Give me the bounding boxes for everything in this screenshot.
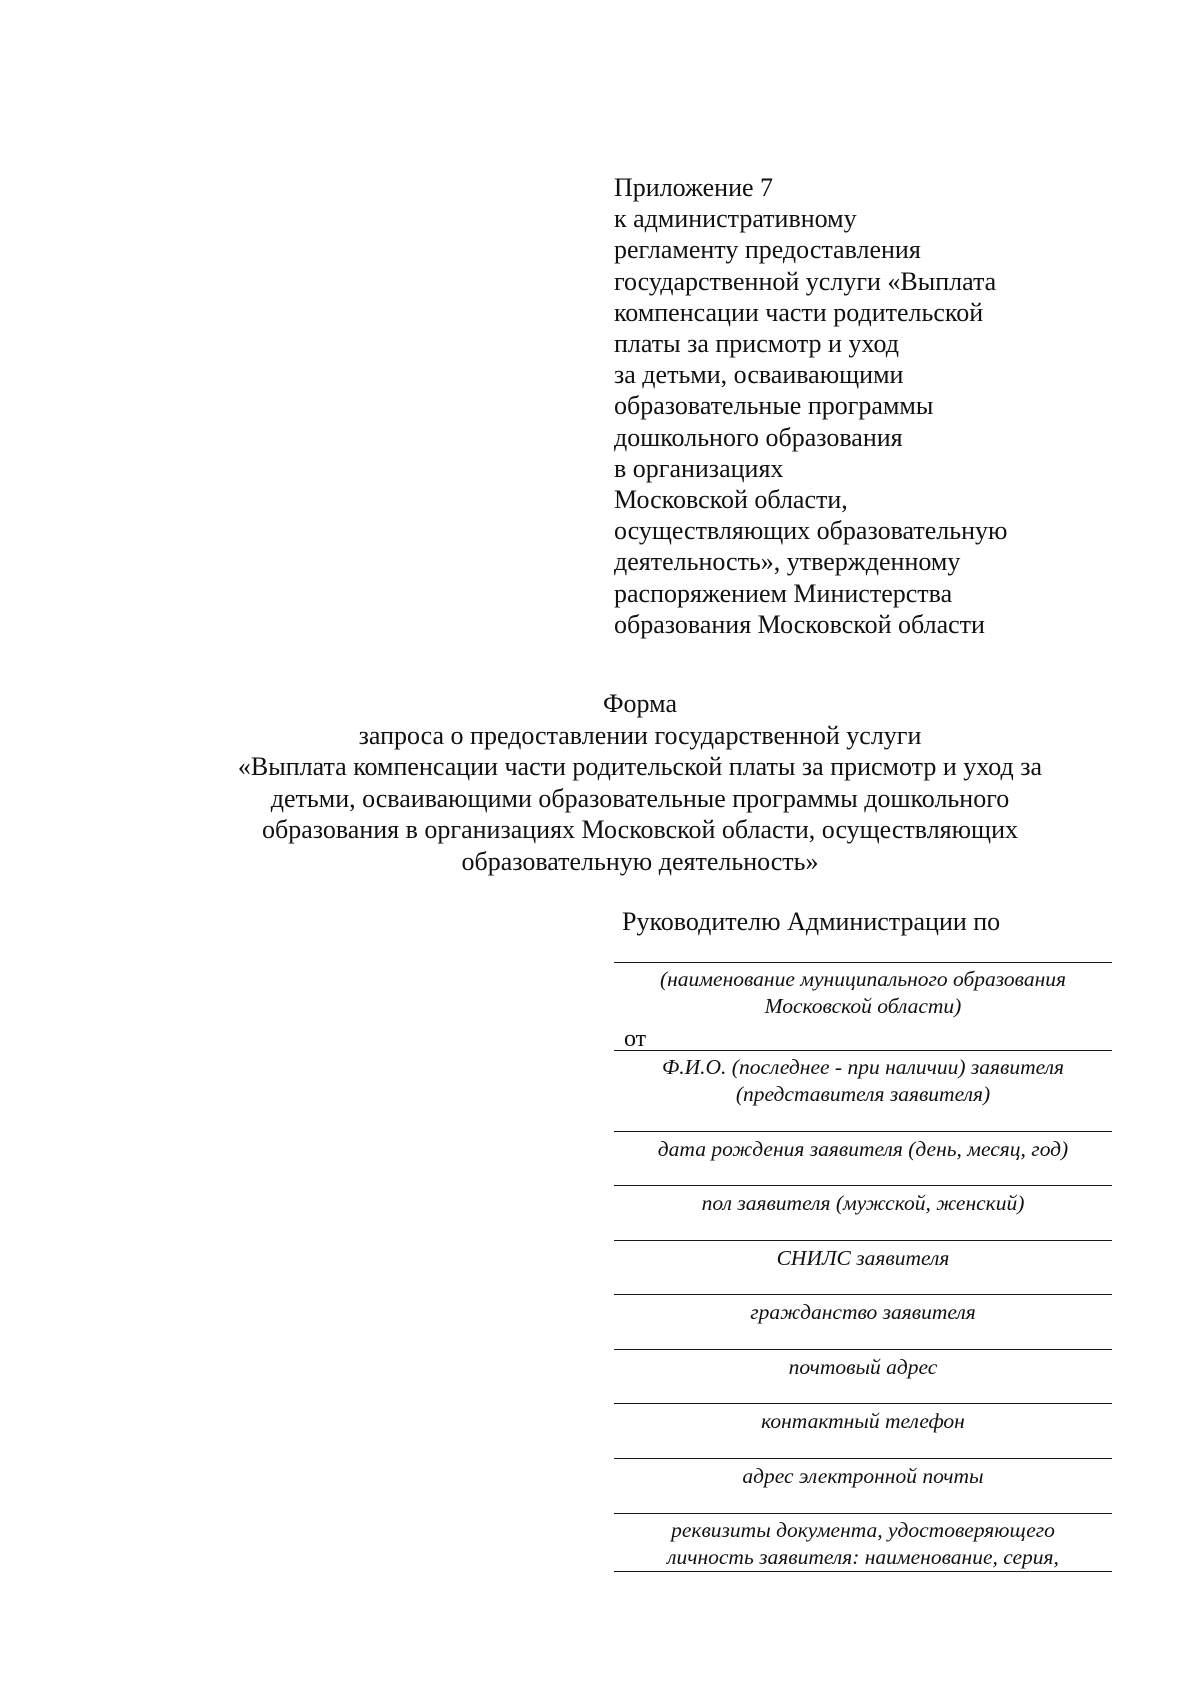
phone-field-line[interactable] [614, 1403, 1112, 1404]
municipality-field-line[interactable] [614, 962, 1112, 963]
form-title-line-2: «Выплата компенсации части родительской платы за присмотр и уход за [237, 752, 1043, 781]
appendix-line-12: осуществляющих образовательную [614, 516, 1008, 546]
appendix-line-9: дошкольного образования [614, 422, 903, 452]
addressee-line: Руководителю Администрации по [622, 907, 1001, 936]
id-document-bottom-line[interactable] [614, 1571, 1112, 1572]
appendix-line-2: к административному [614, 204, 857, 234]
email-field-line[interactable] [614, 1458, 1112, 1459]
appendix-line-1: Приложение 7 [614, 173, 774, 202]
appendix-line-10: в организациях [614, 453, 784, 483]
snils-field-line[interactable] [614, 1240, 1112, 1241]
appendix-line-11: Московской области, [614, 485, 848, 515]
sex-caption: пол заявителя (мужской, женский) [701, 1191, 1025, 1215]
email-caption: адрес электронной почты [742, 1464, 984, 1488]
sex-field-line[interactable] [614, 1185, 1112, 1186]
postal-address-field-line[interactable] [614, 1349, 1112, 1350]
appendix-line-15: образования Московской области [614, 609, 985, 639]
form-title-line-4: образования в организациях Московской области, осуществляющих [261, 815, 1018, 844]
municipality-caption-line-1: (наименование муниципального образования [659, 967, 1067, 991]
fio-caption [614, 1054, 1112, 1108]
appendix-line-8: образовательные программы [614, 391, 934, 421]
form-title-line-1: запроса о предоставлении государственной услуги [358, 720, 922, 750]
birth-date-caption: дата рождения заявителя (день, месяц, год) [657, 1137, 1069, 1161]
id-document-caption-line-2: личность заявителя: наименование, серия, [667, 1545, 1059, 1569]
appendix-line-5: компенсации части родительской [614, 297, 984, 327]
appendix-line-14: распоряжением Министерства [614, 578, 953, 608]
fio-field-line[interactable] [614, 1050, 1112, 1051]
appendix-line-7: за детьми, осваивающими [614, 360, 904, 390]
postal-address-caption: почтовый адрес [788, 1355, 938, 1379]
from-label: от [624, 1026, 647, 1052]
form-title-line-3: детьми, осваивающими образовательные программы дошкольного [270, 783, 1010, 813]
id-document-caption [614, 1517, 1112, 1571]
snils-caption: СНИЛС заявителя [776, 1246, 950, 1270]
form-title [190, 688, 1090, 877]
appendix-header [614, 172, 1074, 640]
id-document-caption-line-1: реквизиты документа, удостоверяющего [671, 1518, 1055, 1542]
citizenship-caption: гражданство заявителя [750, 1300, 976, 1324]
birth-date-field-line[interactable] [614, 1131, 1112, 1132]
id-document-field-line[interactable] [614, 1513, 1112, 1514]
form-heading: Форма [603, 689, 677, 718]
municipality-caption [614, 966, 1112, 1020]
phone-caption: контактный телефон [761, 1409, 965, 1433]
appendix-line-6: платы за присмотр и уход [614, 329, 899, 359]
appendix-line-13: деятельность», утвержденному [614, 547, 961, 577]
form-title-line-5: образовательную деятельность» [461, 846, 819, 876]
appendix-line-3: регламенту предоставления [614, 235, 921, 265]
appendix-line-4: государственной услуги «Выплата [614, 266, 997, 296]
municipality-caption-line-2: Московской области) [764, 994, 962, 1018]
citizenship-field-line[interactable] [614, 1294, 1112, 1295]
fio-caption-line-2: (представителя заявителя) [735, 1082, 991, 1106]
fio-caption-line-1: Ф.И.О. (последнее - при наличии) заявителя [661, 1055, 1065, 1079]
